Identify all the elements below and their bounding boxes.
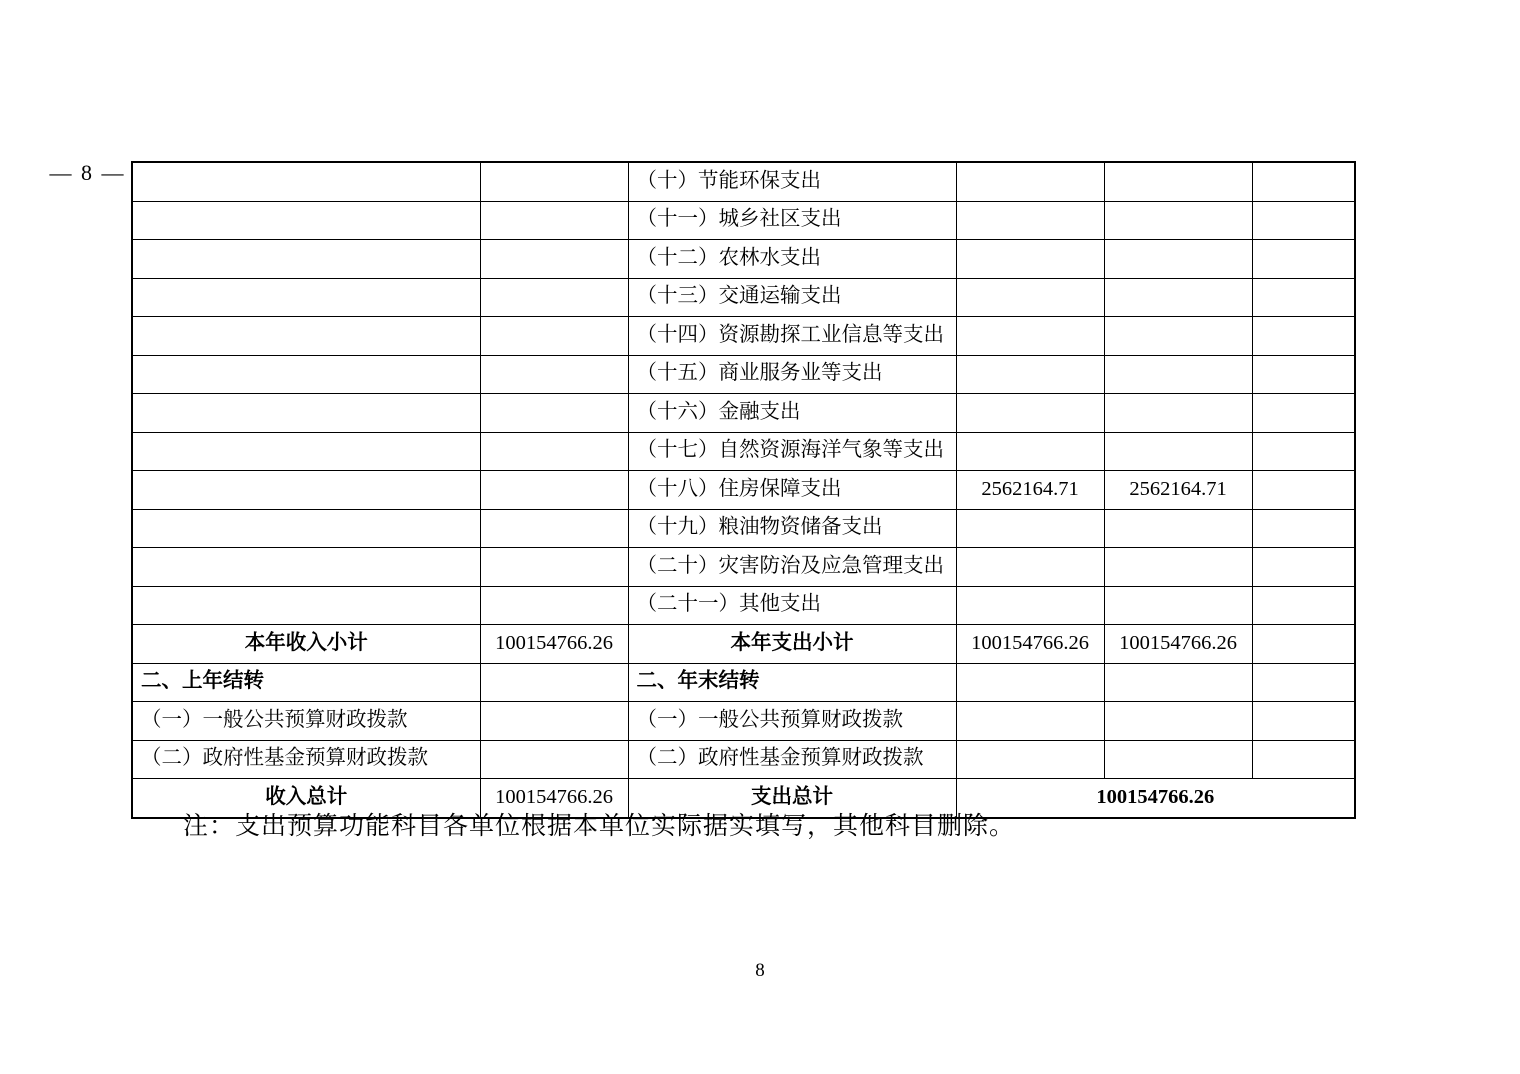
- cell-income-item: [132, 240, 480, 279]
- cell-income-amount: [480, 394, 628, 433]
- cell-income-amount: [480, 355, 628, 394]
- cell-income-item: [132, 548, 480, 587]
- cell-income-amount: [480, 240, 628, 279]
- cell-expense-amount-1: [956, 509, 1104, 548]
- cell-expense-subtotal-label: 本年支出小计: [628, 625, 956, 664]
- cell-income-subtotal-amount: 100154766.26: [480, 625, 628, 664]
- cell-expense-item: （十三）交通运输支出: [628, 278, 956, 317]
- cell-income-total-amount: 100154766.26: [480, 779, 628, 818]
- cell-expense-amount-2: 2562164.71: [1104, 471, 1252, 510]
- cell-expense-amount-2: [1104, 394, 1252, 433]
- cell-income-item: [132, 201, 480, 240]
- cell-income-amount: [480, 586, 628, 625]
- cell-expense-subtotal-amount-1: 100154766.26: [956, 625, 1104, 664]
- cell-prior-year-carryover-amount: [480, 663, 628, 702]
- cell-expense-item: （十七）自然资源海洋气象等支出: [628, 432, 956, 471]
- cell-expense-amount-3: [1252, 702, 1355, 741]
- cell-expense-amount-2: [1104, 355, 1252, 394]
- cell-year-end-carryover-amount-2: [1104, 663, 1252, 702]
- cell-expense-amount-1: [956, 278, 1104, 317]
- cell-income-amount: [480, 509, 628, 548]
- cell-expense-subtotal-amount-2: 100154766.26: [1104, 625, 1252, 664]
- cell-income-amount: [480, 740, 628, 779]
- table-row: [132, 740, 1355, 779]
- cell-expense-subtotal-amount-3: [1252, 625, 1355, 664]
- cell-expense-item: （十六）金融支出: [628, 394, 956, 433]
- page-side-marker: — 8 —: [49, 160, 126, 185]
- budget-table-container: [131, 161, 1354, 819]
- cell-expense-amount-3: [1252, 162, 1355, 201]
- cell-income-item: （二）政府性基金预算财政拨款: [132, 740, 480, 779]
- cell-expense-item: （二十一）其他支出: [628, 586, 956, 625]
- cell-income-amount: [480, 432, 628, 471]
- cell-income-item: [132, 471, 480, 510]
- cell-expense-amount-2: [1104, 740, 1252, 779]
- table-row: [132, 471, 1355, 510]
- cell-expense-amount-3: [1252, 278, 1355, 317]
- cell-expense-amount-2: [1104, 201, 1252, 240]
- table-row: [132, 278, 1355, 317]
- cell-expense-amount-3: [1252, 432, 1355, 471]
- table-row: [132, 548, 1355, 587]
- table-row-subtotal: [132, 625, 1355, 664]
- cell-expense-amount-2: [1104, 586, 1252, 625]
- cell-expense-amount-1: [956, 586, 1104, 625]
- cell-expense-item: （十五）商业服务业等支出: [628, 355, 956, 394]
- cell-expense-amount-2: [1104, 278, 1252, 317]
- cell-expense-amount-2: [1104, 509, 1252, 548]
- cell-expense-amount-2: [1104, 240, 1252, 279]
- cell-expense-amount-1: [956, 702, 1104, 741]
- table-note: 注：支出预算功能科目各单位根据本单位实际据实填写，其他科目删除。: [183, 813, 1016, 840]
- cell-expense-amount-1: [956, 548, 1104, 587]
- cell-expense-amount-2: [1104, 162, 1252, 201]
- table-row: [132, 702, 1355, 741]
- cell-expense-amount-1: [956, 740, 1104, 779]
- cell-income-item: [132, 355, 480, 394]
- cell-income-item: [132, 394, 480, 433]
- cell-expense-item: （十四）资源勘探工业信息等支出: [628, 317, 956, 356]
- cell-expense-amount-3: [1252, 740, 1355, 779]
- cell-expense-amount-1: [956, 162, 1104, 201]
- cell-expense-item: （十）节能环保支出: [628, 162, 956, 201]
- table-row: [132, 394, 1355, 433]
- cell-income-item: [132, 586, 480, 625]
- cell-expense-amount-3: [1252, 548, 1355, 587]
- cell-income-item: [132, 432, 480, 471]
- table-row: [132, 355, 1355, 394]
- cell-income-item: [132, 317, 480, 356]
- budget-table: [131, 161, 1356, 819]
- cell-expense-amount-3: [1252, 201, 1355, 240]
- cell-expense-amount-1: [956, 432, 1104, 471]
- cell-expense-item: （十一）城乡社区支出: [628, 201, 956, 240]
- cell-year-end-carryover-amount-1: [956, 663, 1104, 702]
- budget-table-body: [132, 162, 1355, 818]
- cell-expense-amount-3: [1252, 317, 1355, 356]
- table-row: [132, 509, 1355, 548]
- cell-expense-item: （十二）农林水支出: [628, 240, 956, 279]
- cell-expense-amount-3: [1252, 394, 1355, 433]
- cell-expense-amount-3: [1252, 471, 1355, 510]
- cell-income-item: [132, 278, 480, 317]
- cell-income-item: [132, 162, 480, 201]
- table-row: [132, 201, 1355, 240]
- cell-expense-amount-1: [956, 201, 1104, 240]
- cell-income-amount: [480, 471, 628, 510]
- cell-income-item: （一）一般公共预算财政拨款: [132, 702, 480, 741]
- cell-expense-amount-3: [1252, 240, 1355, 279]
- cell-income-subtotal-label: 本年收入小计: [132, 625, 480, 664]
- cell-expense-item: （十八）住房保障支出: [628, 471, 956, 510]
- cell-income-total-label: 收入总计: [132, 779, 480, 818]
- cell-income-item: [132, 509, 480, 548]
- cell-year-end-carryover-amount-3: [1252, 663, 1355, 702]
- page-number: 8: [755, 960, 765, 981]
- table-row: [132, 162, 1355, 201]
- cell-expense-amount-1: [956, 355, 1104, 394]
- cell-expense-amount-1: [956, 317, 1104, 356]
- table-row: [132, 432, 1355, 471]
- cell-expense-item: （一）一般公共预算财政拨款: [628, 702, 956, 741]
- cell-expense-amount-1: 2562164.71: [956, 471, 1104, 510]
- cell-expense-amount-1: [956, 240, 1104, 279]
- table-row: [132, 317, 1355, 356]
- cell-expense-item: （十九）粮油物资储备支出: [628, 509, 956, 548]
- cell-income-amount: [480, 162, 628, 201]
- table-row: [132, 586, 1355, 625]
- cell-expense-item: （二）政府性基金预算财政拨款: [628, 740, 956, 779]
- cell-expense-amount-3: [1252, 509, 1355, 548]
- cell-expense-amount-3: [1252, 586, 1355, 625]
- cell-prior-year-carryover-label: 二、上年结转: [132, 663, 480, 702]
- cell-expense-amount-2: [1104, 432, 1252, 471]
- cell-expense-amount-2: [1104, 702, 1252, 741]
- cell-expense-amount-3: [1252, 355, 1355, 394]
- cell-expense-amount-1: [956, 394, 1104, 433]
- cell-income-amount: [480, 201, 628, 240]
- cell-expense-total-amount: 100154766.26: [956, 779, 1355, 818]
- cell-expense-total-label: 支出总计: [628, 779, 956, 818]
- cell-year-end-carryover-label: 二、年末结转: [628, 663, 956, 702]
- cell-income-amount: [480, 548, 628, 587]
- cell-income-amount: [480, 278, 628, 317]
- cell-expense-amount-2: [1104, 548, 1252, 587]
- cell-income-amount: [480, 317, 628, 356]
- cell-expense-amount-2: [1104, 317, 1252, 356]
- cell-expense-item: （二十）灾害防治及应急管理支出: [628, 548, 956, 587]
- table-row: [132, 240, 1355, 279]
- table-row-carryover-header: [132, 663, 1355, 702]
- cell-income-amount: [480, 702, 628, 741]
